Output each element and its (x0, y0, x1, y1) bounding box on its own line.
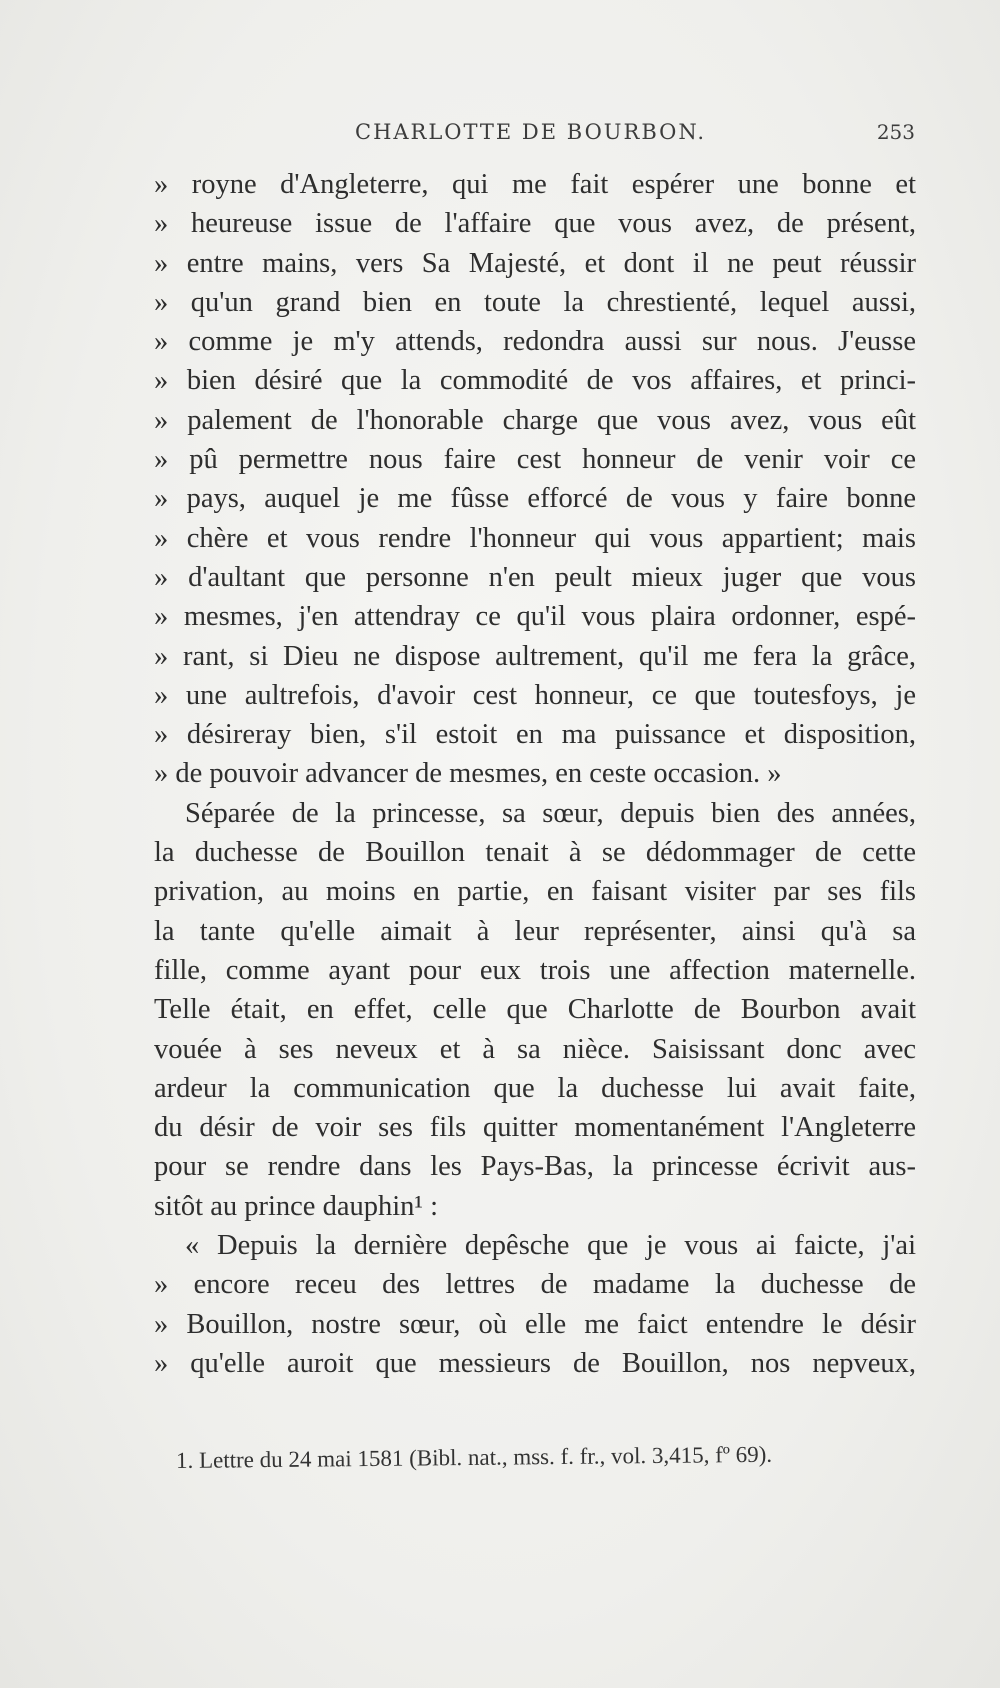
text-line: fille, comme ayant pour eux trois une affection maternelle. (154, 954, 916, 986)
text-line: Telle était, en effet, celle que Charlotte de Bourbon avait (154, 994, 916, 1026)
text-line: » palement de l'honorable charge que vous avez, vous eût (154, 404, 916, 436)
text-line: » mesmes, j'en attendray ce qu'il vous plaira ordonner, espé- (154, 601, 916, 633)
text-line: » encore receu des lettres de madame la duchesse de (154, 1269, 916, 1301)
text-line: pour se rendre dans les Pays-Bas, la princesse écrivit aus- (154, 1151, 916, 1183)
running-title: CHARLOTTE DE BOURBON. (355, 120, 707, 144)
text-line: du désir de voir ses fils quitter momentanément l'Angleterre (154, 1112, 916, 1144)
text-line: » une aultrefois, d'avoir cest honneur, ce que toutesfoys, je (154, 679, 916, 711)
text-line: la duchesse de Bouillon tenait à se dédommager de cette (154, 837, 916, 869)
text-line: la tante qu'elle aimait à leur représenter, ainsi qu'à sa (154, 915, 916, 947)
page-number: 253 (876, 120, 915, 144)
text-line: » de pouvoir advancer de mesmes, en ceste occasion. » (154, 758, 782, 790)
paragraph-start-line: Séparée de la princesse, sa sœur, depuis bien des années, (185, 797, 916, 829)
text-line: ardeur la communication que la duchesse lui avait faite, (154, 1072, 916, 1104)
text-line: » rant, si Dieu ne dispose aultrement, qu'il me fera la grâce, (154, 640, 916, 672)
text-line: » royne d'Angleterre, qui me fait espérer une bonne et (154, 169, 916, 200)
text-line: » pû permettre nous faire cest honneur de venir voir ce (154, 444, 916, 476)
text-line: vouée à ses neveux et à sa nièce. Saisissant donc avec (154, 1033, 916, 1065)
text-line: » heureuse issue de l'affaire que vous avez, de présent, (154, 208, 916, 240)
text-line: » d'aultant que personne n'en peult mieux juger que vous (154, 561, 916, 593)
text-line: » bien désiré que la commodité de vos affaires, et princi- (154, 365, 916, 397)
text-line: sitôt au prince dauphin¹ : (154, 1190, 438, 1222)
text-line: » qu'un grand bien en toute la chrestienté, lequel aussi, (154, 286, 916, 318)
text-line: » comme je m'y attends, redondra aussi sur nous. J'eusse (154, 326, 916, 358)
text-line: » désireray bien, s'il estoit en ma puissance et disposition, (154, 719, 916, 751)
running-head (155, 112, 915, 152)
paragraph-start-line: « Depuis la dernière depêsche que je vous ai faicte, j'ai (185, 1230, 916, 1262)
text-line: » pays, auquel je me fûsse efforcé de vous y faire bonne (154, 483, 916, 515)
footnote: 1. Lettre du 24 mai 1581 (Bibl. nat., mss. f. fr., vol. 3,415, fº 69). (175, 1441, 773, 1473)
text-line: » chère et vous rendre l'honneur qui vous appartient; mais (154, 522, 916, 554)
text-line: » Bouillon, nostre sœur, où elle me faict entendre le désir (154, 1308, 916, 1340)
text-line: » qu'elle auroit que messieurs de Bouillon, nos nepveux, (154, 1347, 916, 1379)
text-line: privation, au moins en partie, en faisant visiter par ses fils (154, 876, 916, 908)
body-text (154, 165, 916, 1383)
text-line: » entre mains, vers Sa Majesté, et dont il ne peut réussir (154, 247, 916, 279)
